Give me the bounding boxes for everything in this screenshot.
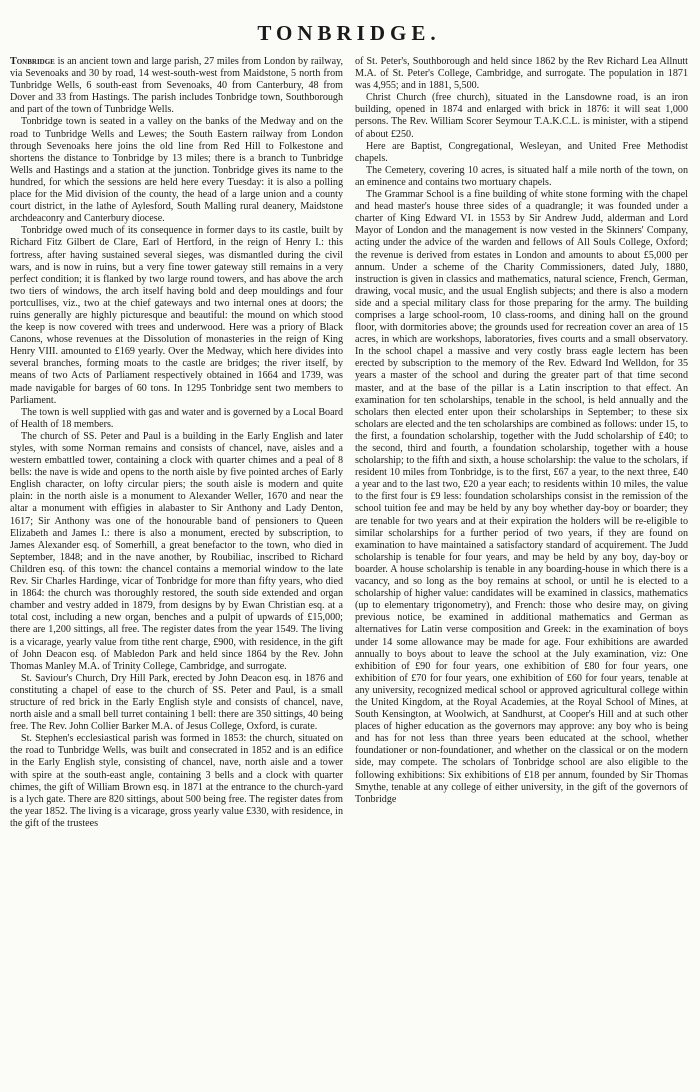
paragraph: St. Stephen's ecclesiastical parish was formed in 1853: the church, situated on the road to Tunbridge Wells, was built and consecrated in 1852 and is an edifice in the Early English style, consisting of chancel, nave, north aisle and a tower with spire at the south-east angle, containing 3 bells and a clock with quarter chimes, the gift of William Brown esq. in 1871 at the entrance to the church-yard is a lych gate. There are 820 sittings, about 500 being free. The register dates from the year 1852. The living is a vicarage, gross yearly value £330, with residence, in the gift of the trustees [10, 733, 343, 829]
paragraph: The town is well supplied with gas and water and is governed by a Local Board of Health of 18 members. [10, 406, 343, 430]
paragraph: of St. Peter's, Southborough and held since 1862 by the Rev Richard Lea Allnutt M.A. of St. Peter's College, Cambridge, and surrogate. The population in 1871 was 4,955; and in 1881, 5,500. [355, 56, 688, 92]
paragraph: Here are Baptist, Congregational, Wesleyan, and United Free Methodist chapels. [355, 140, 688, 164]
paragraph: The Cemetery, covering 10 acres, is situated half a mile north of the town, on an eminence and contains two mortuary chapels. [355, 164, 688, 188]
paragraph: The church of SS. Peter and Paul is a building in the Early English and later styles, with some Norman remains and consists of chancel, nave, aisles and a western embattled tower, containing a clock with quarter chimes and a peal of 8 bells: the nave is wide and opens to the north aisle by five pointed arches of Early English character, on lofty circular piers; the south aisle is modern and quite plain: in the north aisle is a monument to Alexander Weller, 1670 and near the altar a monument with effigies in alabaster to Sir Anthony and Lady Denton, 1617; Sir Anthony was one of the honourable band of pensioners to Queen Elizabeth and James I.: there is also a monument, erected by subscription, to James Alexander esq. of Somerhill, a great benefactor to the town, who died in September, 1848; and in the nave another, by Roubiliac, inscribed to Richard Children esq. of this town: the chancel contains a memorial window to the late Rev. Sir Charles Hardinge, vicar of Tonbridge for more than fifty years, who died in 1864: the church was thoroughly restored, the south side extended and organ chamber and vestry added in 1879, from designs by by Ewan Christian esq. at a total cost, including a new organ, benches and a pulpit of upwards of £15,000; there are 1,200 sittings, all free. The register dates from the year 1549. The living is a vicarage, yearly value from tithe rent charge, £900, with residence, in the gift of John Deacon esq. of Mabledon Park and held since 1864 by the Rev. John Thomas Manley M.A. of Trinity College, Cambridge, and surrogate. [10, 430, 343, 672]
paragraph: Tonbridge town is seated in a valley on the banks of the Medway and on the road to Tunbridge Wells and Lewes; the South Eastern railway from London through Sevenoaks here joins the old line from Red Hill to Folkestone and shortens the distance to Tonbridge by 13 miles; there is a branch to Tunbridge Wells and Hastings and a station at the junction. Tonbridge gives its name to the hundred, for which the sessions are held here every Tuesday: it is also a polling place for the Mid division of the county, the head of a large union and a county court district, in the lathe of Aylesford, South Malling rural deanery, Maidstone archdeaconry and Canterbury diocese. [10, 116, 343, 225]
text-columns [10, 56, 688, 830]
paragraph: Christ Church (free church), situated in the Lansdowne road, is an iron building, opened in 1874 and enlarged with brick in 1876: it will seat 1,000 persons. The Rev. William Scorer Seymour T.A.K.C.L. is minister, with a stipend of about £250. [355, 92, 688, 140]
paragraph: Tonbridge owed much of its consequence in former days to its castle, built by Richard Fitz Gilbert de Clare, Earl of Hertford, in the reign of Henry I.: this fortress, after having sustained several sieges, was dismantled during the civil wars, and is now in ruins, but a very fine tower gateway still remains in a very perfect condition; it is flanked by two large round towers, and has above the arch two tiers of windows, the arch itself having bold and deep mouldings and four portcullises, viz., two at the chief gateways and two internal ones at doors; the ruins generally are highly picturesque and beautiful: the mound on which stood the keep is now covered with trees and underwood. Here was a priory of Black Canons, whose revenues at the Dissolution of monasteries in the reign of King Henry VIII. amounted to £169 yearly. Over the Medway, which here divides into several branches, forming moats to the castle are bridges; the river itself, by means of two Acts of Parliament respectively obtained in 1664 and 1739, was made navigable for barges of 60 tons. In 1295 Tonbridge sent two members to Parliament. [10, 225, 343, 406]
paragraph-text: is an ancient town and large parish, 27 miles from London by railway, via Sevenoaks and 30 by road, 14 west-south-west from Maidstone, 5 north from Tunbridge Wells, 6 south-east from Sevenoaks, 40 from Canterbury, 48 from Dover and 33 from Hastings. The parish includes Tonbridge town, Southborough and part of the town of Tunbridge Wells. [10, 56, 343, 116]
paragraph [10, 56, 343, 116]
right-column [355, 56, 688, 830]
page-title: TONBRIDGE. [257, 21, 441, 45]
paragraph: The Grammar School is a fine building of white stone forming with the chapel and head master's house three sides of a quadrangle; it was founded under a charter of King Edward VI. in 1553 by Sir Andrew Judd, alderman and Lord Mayor of London and the management is now vested in the Skinners' Company, acting under the advice of the warden and fellows of All Souls College, Oxford; the revenue is derived from estates in London and amounts to about £5,000 per annum. Under a scheme of the Charity Commissioners, dated July, 1880, instruction is given in classics and mathematics, natural science, French, German, drawing, vocal music, and the usual English subjects; and there is also a modern side and a special military class for those preparing for the army. The building comprises a large school-room, 10 class-rooms, and dining hall on the ground floor, with dormitories above; the grounds used for recreation cover an area of 15 acres, in which are workshops, laboratories, fives courts and a small observatory. In the school chapel a massive and very costly brass eagle lectern has been erected by subscription to the memory of the Rev. Edward Ind Welldon, for 35 years a master of the school and during the greater part of that time second master, and at the base of the pillar is a Latin inscription to that effect. An examination for ten scholarships, tenable in the school, is held annually and the scholars then elected enter upon their scholarships in September; to these six scholars are elected and the ten scholarships are combined as follows: under 15, to the first, a foundation scholarship, together with the Judd scholarship of £40; to the second, third and fourth, a foundation scholarship, together with a house scholarship; to the fifth and sixth, a house scholarship: the value to the scholars, if resident 10 miles from Tonbridge, is to the first, £67 a year, to the next three, £40 a year and to the last two, £20 a year each; to residents within 10 miles, the value to the first four is £9 less: foundation scholarships consist in the remission of the school tuition fee and may be held by any boy whether day-boy or boarder; they are tenable for two years and at their expiration the holders will be re-eligible to similar scholarships for a further period of two years, if they are found on examination to have maintained a satisfactory standard of acquirement. The Judd scholarship is tenable for four years, and may be held by any boy, day-boy or boarder. A house scholarship is tenable in any boarding-house in which there is a vacancy, and so long as the boy remains at school, or until he is elected to a scholarship of higher value: candidates will be examined in classics, mathematics (up to elementary trigonometry), and French: those who desire may, on giving previous notice, be examined in additional mathematics and German as alternatives for Latin verse composition and Greek: in the examination of boys under 14 some allowance may be made for age. Four exhibitions are awarded annually to boys about to leave the school at the July examination, viz: One exhibition of £90 for four years, one exhibition of £80 for four years, one exhibition of £70 for four years, one exhibition of £60 for four years, tenable at any university, recognized medical school or approved agricultural college within the United Kingdom, at the Royal Academies, at the Royal School of Mines, at South Kensington, at Woolwich, at Sandhurst, at Cooper's Hill and at such other places of higher education as the governors may approve: any boy who is being and has for not less than three years been educated at the school, whether foundationer or non-foundationer, and whether on the classical or on the modern side, may compete. The scholars of Tonbridge school are also eligible to the following exhibitions: Six exhibitions of £18 per annum, founded by Sir Thomas Smythe, tenable at any college of either university, in the gift of the governors of Tonbridge [355, 189, 688, 805]
left-column [10, 56, 343, 830]
paragraph: St. Saviour's Church, Dry Hill Park, erected by John Deacon esq. in 1876 and constituting a chapel of ease to the church of SS. Peter and Paul, is a small structure of red brick in the Early English style and consists of chancel, nave, north aisle and a small bell turret containing 1 bell: there are 350 sittings, 40 being free. The Rev. John Collier Barker M.A. of Jesus College, Oxford, is curate. [10, 672, 344, 733]
lead-word: Tonbridge [10, 56, 55, 67]
